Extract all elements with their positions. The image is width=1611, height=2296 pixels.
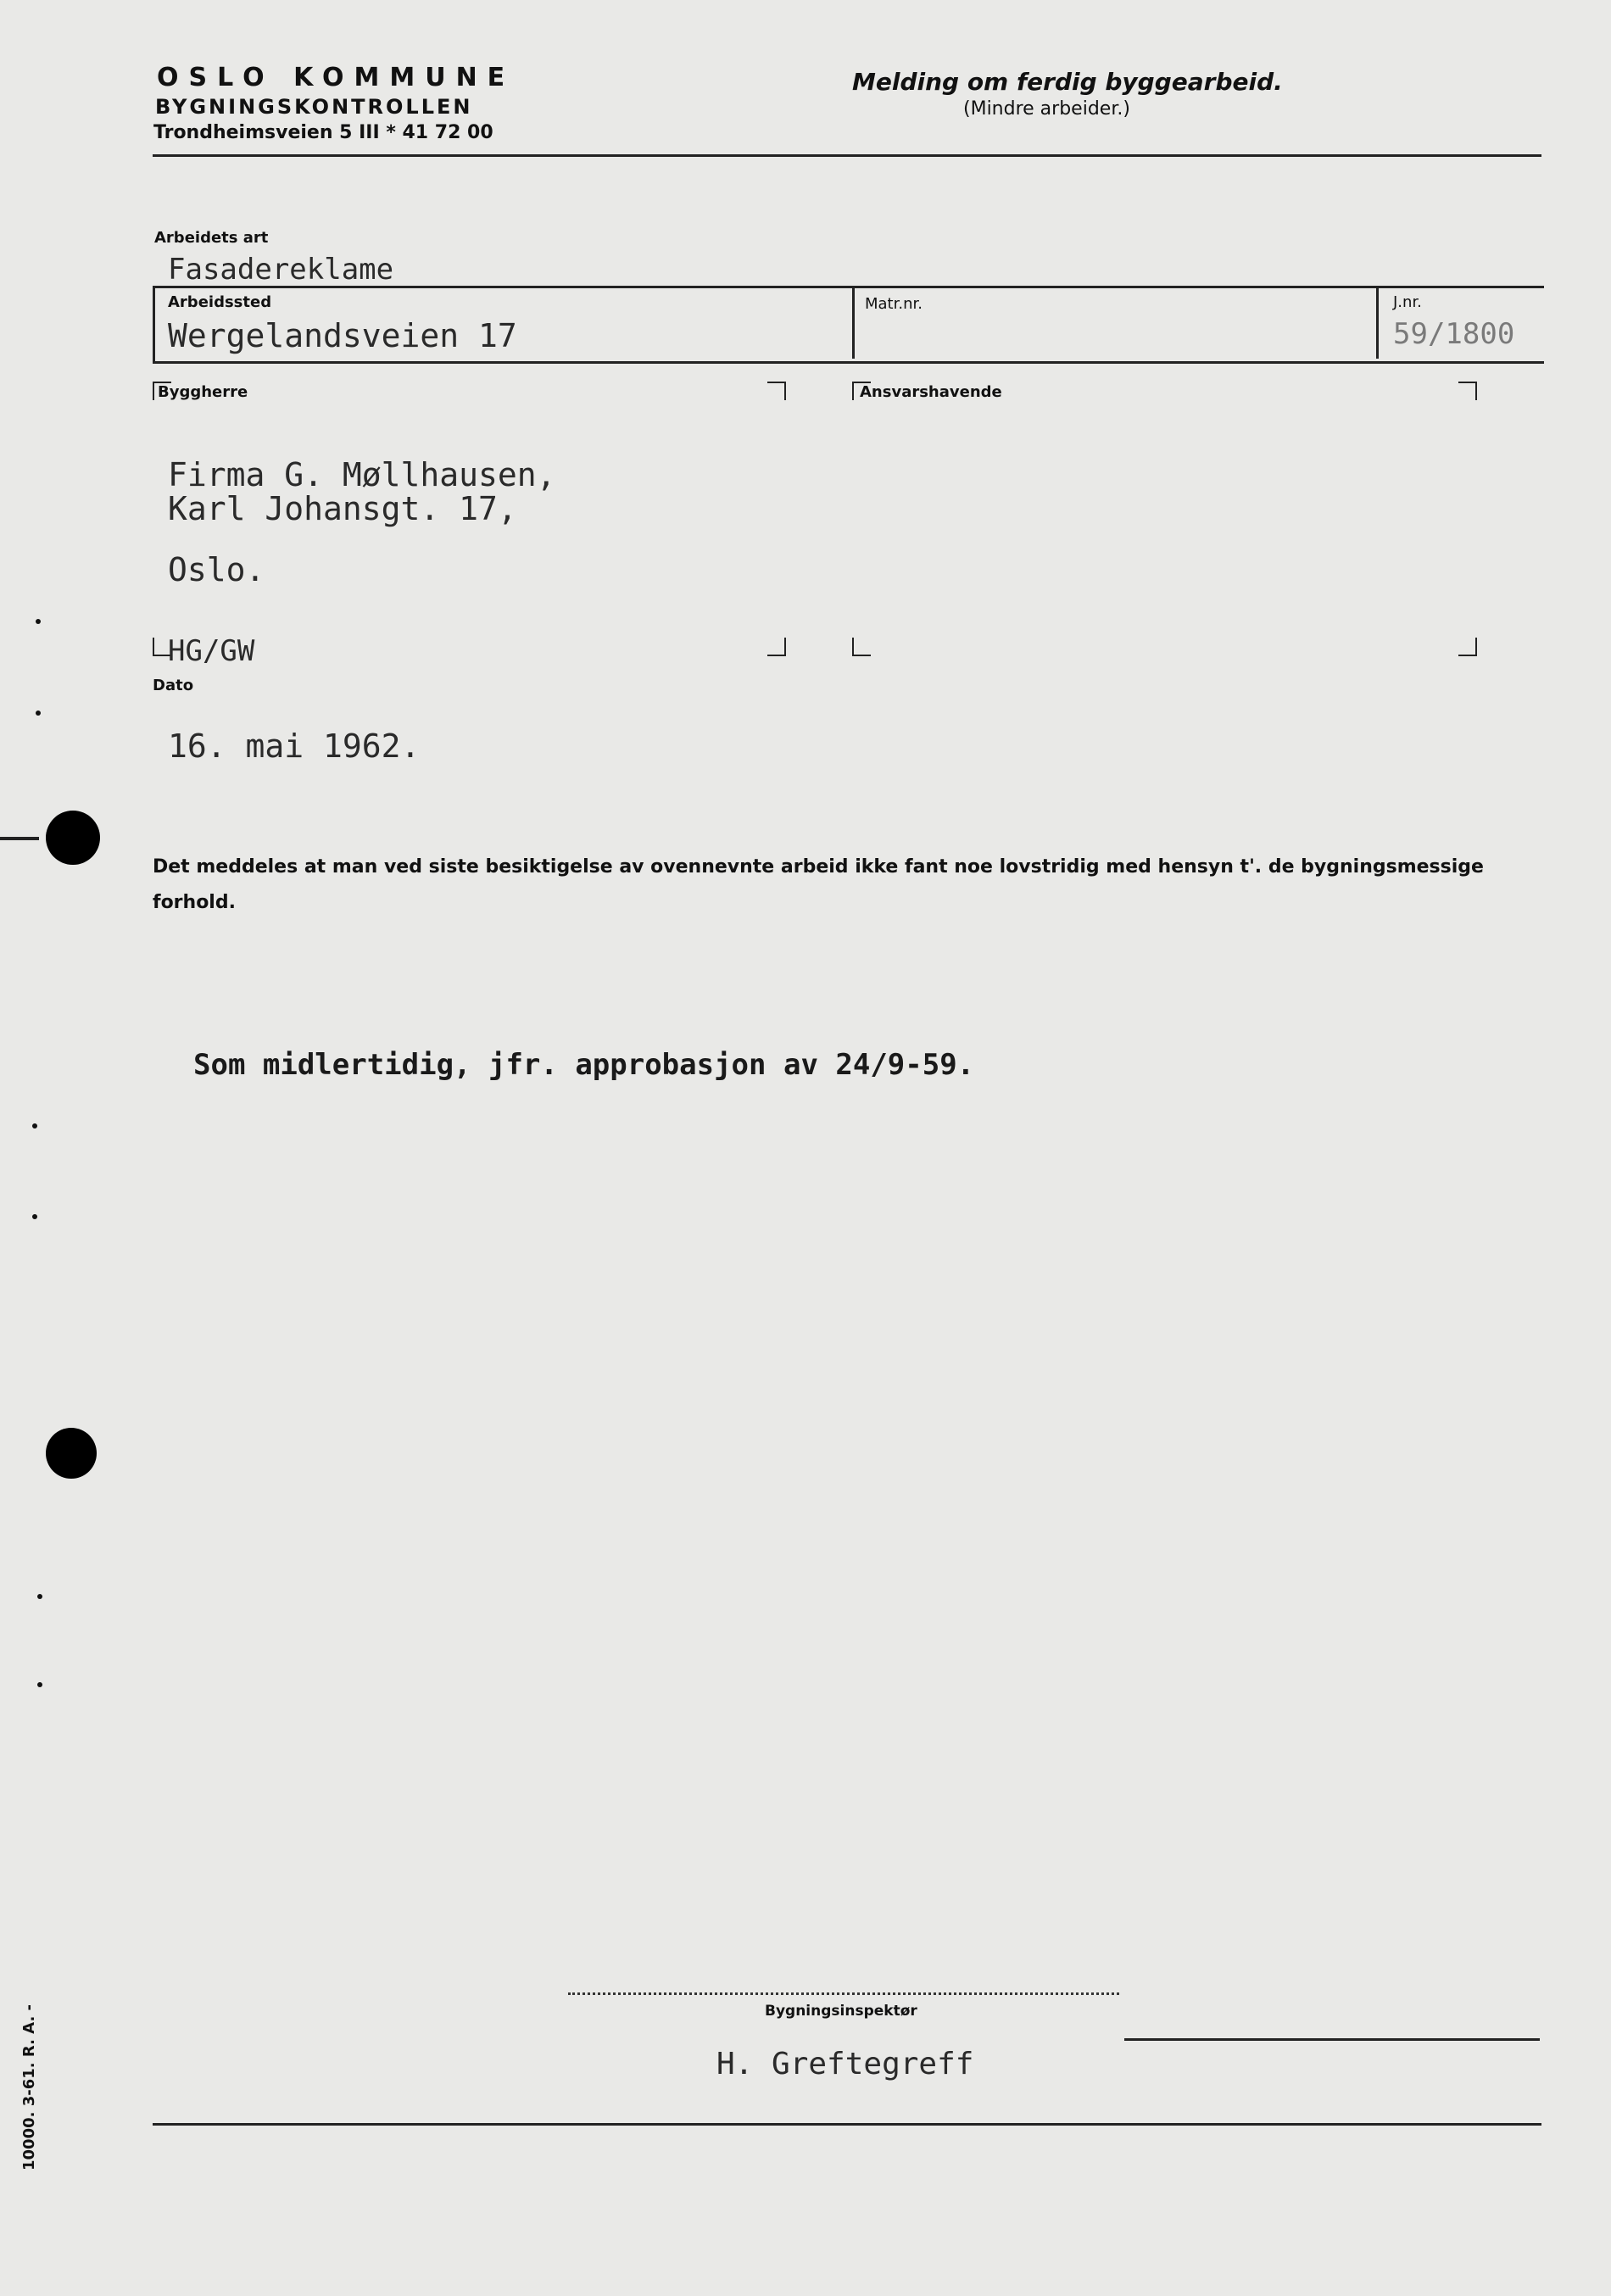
arbeidssted-value: Wergelandsveien 17 [168, 317, 517, 354]
form-title: Melding om ferdig byggearbeid. [852, 68, 1283, 96]
dato-value: 16. mai 1962. [168, 727, 421, 765]
owner-name: Firma G. Møllhausen, [168, 456, 556, 493]
organization-department: BYGNINGSKONTROLLEN [155, 95, 473, 119]
corner-mark [852, 638, 871, 656]
jnr-value: 59/1800 [1393, 317, 1515, 351]
remark-text: Som midlertidig, jfr. approbasjon av 24/9-59. [193, 1048, 975, 1082]
margin-tick [0, 837, 39, 840]
header-rule [153, 154, 1541, 157]
print-code: 10000. 3-61. R. A. - [20, 2003, 38, 2171]
matrnr-label: Matr.nr. [865, 295, 923, 313]
inspector-name: H. Greftegreff [716, 2047, 974, 2081]
scan-dot [32, 1214, 37, 1219]
scan-dot [37, 1682, 42, 1687]
signature-dotted-line [568, 1992, 1119, 1995]
form-subtitle: (Mindre arbeider.) [963, 98, 1130, 120]
scan-dot [32, 1123, 37, 1128]
dato-label: Dato [153, 677, 194, 694]
punch-hole [46, 811, 100, 865]
scan-dot [36, 619, 41, 624]
arbeidets-art-label: Arbeidets art [154, 229, 269, 247]
column-divider [852, 288, 855, 359]
corner-mark [767, 382, 786, 400]
column-divider [1376, 288, 1379, 359]
inspector-label: Bygningsinspektør [765, 2003, 917, 2020]
organization-name: OSLO KOMMUNE [157, 63, 516, 92]
corner-mark [767, 638, 786, 656]
corner-mark [1458, 382, 1477, 400]
body-text: Det meddeles at man ved siste besiktigelse av ovennevnte arbeid ikke fant noe lovstridig med hensyn t'. de bygningsmessige forhold. [153, 856, 1484, 913]
arbeidssted-label: Arbeidssted [168, 293, 272, 311]
owner-city: Oslo. [168, 551, 265, 588]
reference-code: HG/GW [168, 634, 255, 668]
bottom-rule [153, 2123, 1541, 2126]
signature-line [1124, 2038, 1540, 2041]
scan-dot [37, 1594, 42, 1599]
owner-street: Karl Johansgt. 17, [168, 490, 517, 527]
jnr-label: J.nr. [1393, 293, 1422, 311]
ansvarshavende-label: Ansvarshavende [860, 383, 1002, 401]
scan-dot [36, 711, 41, 716]
punch-hole [46, 1428, 97, 1479]
byggherre-label: Byggherre [158, 383, 248, 401]
corner-mark [1458, 638, 1477, 656]
arbeidets-art-value: Fasadereklame [168, 253, 394, 287]
organization-address: Trondheimsveien 5 III * 41 72 00 [153, 122, 493, 143]
